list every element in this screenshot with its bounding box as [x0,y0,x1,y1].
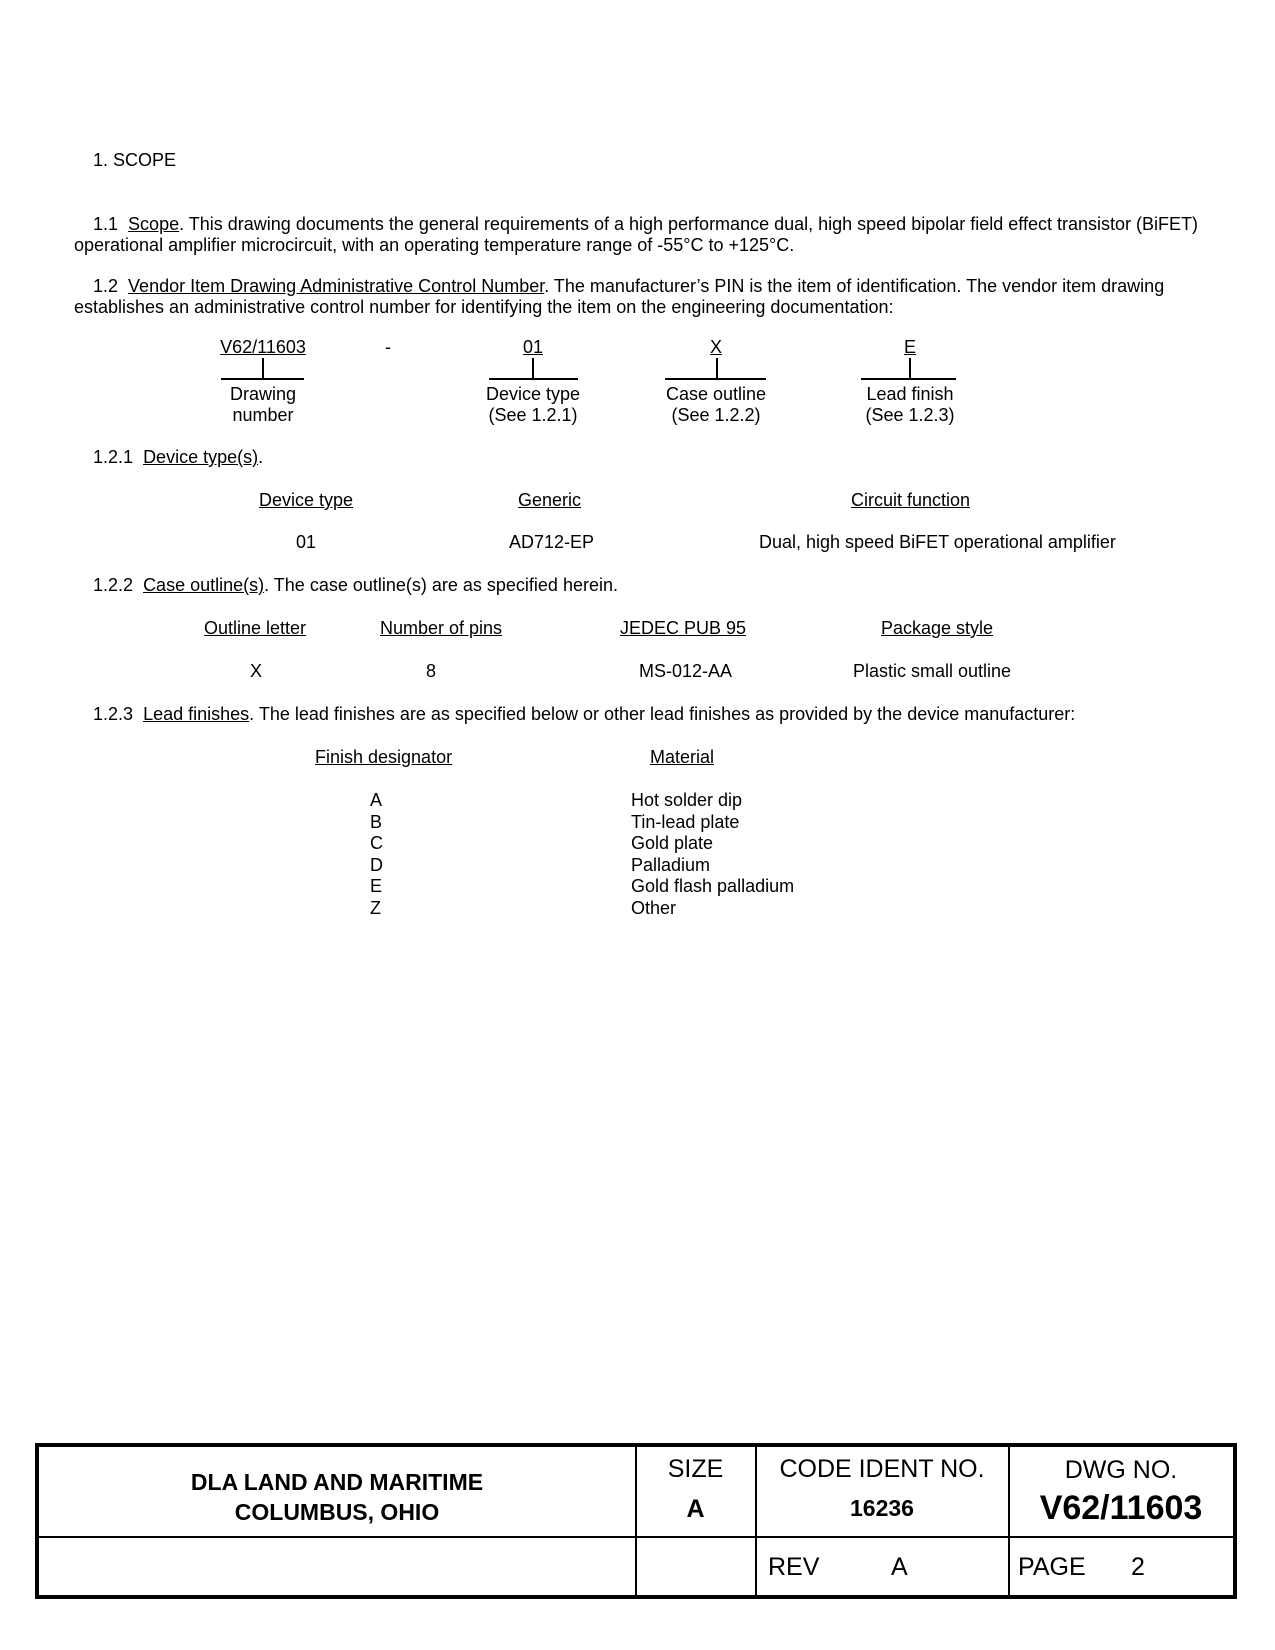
pin-device-bracket [489,378,578,380]
table-header: Circuit function [851,490,971,510]
list-item: Other [631,897,677,918]
pin-case-label: Case outline (See 1.2.2) [665,384,767,425]
list-item: Palladium [631,854,711,875]
case-outlines-heading: 1.2.2 Case outline(s). The case outline(s) are as specified herein. [93,575,618,595]
scope-text: . This drawing documents the general requirements of a high performance dual, high speed bipolar field effect transistor (BiFET) operational amplifier microcircuit, with an operating temperature range of -55°C to +125°C. [74,214,1198,255]
section-heading: 1. SCOPE [93,150,177,170]
scope-number: 1.1 [93,214,119,234]
table-cell: 01 [296,532,317,552]
scope-paragraph [74,214,1214,256]
pin-drawing-number: V62/11603 [220,337,306,357]
page-label: PAGE [1018,1553,1086,1581]
table-header: Material [650,747,715,767]
code-ident-label: CODE IDENT NO. [779,1455,985,1483]
finish-material-list [631,790,794,919]
size-value: A [686,1495,705,1523]
table-cell: MS-012-AA [639,661,733,681]
table-cell: 8 [426,661,437,681]
size-label: SIZE [667,1455,724,1483]
pin-device-label: Device type (See 1.2.1) [485,384,581,425]
table-header: Package style [881,618,994,638]
pin-lead-bracket [861,378,956,380]
list-item: C [370,833,383,853]
table-header: JEDEC PUB 95 [620,618,747,638]
pin-drawing-label: Drawing number [229,384,297,425]
organization-name: DLA LAND AND MARITIME COLUMBUS, OHIO [190,1469,484,1525]
list-item: Hot solder dip [631,790,743,810]
rev-label: REV [768,1553,820,1581]
table-header: Device type [259,490,354,510]
pin-case-bracket [665,378,766,380]
list-item: Gold flash palladium [631,876,795,896]
table-cell: Plastic small outline [853,661,1012,681]
pin-dash: - [385,337,391,357]
list-item: E [370,876,383,896]
dwg-no-label: DWG NO. [1064,1456,1178,1484]
list-item: Gold plate [631,833,714,853]
pin-drawing-connector [262,358,264,378]
scope-label: Scope [128,214,180,234]
pin-device-type: 01 [522,337,544,357]
pin-lead-label: Lead finish (See 1.2.3) [865,384,955,425]
pin-lead-finish: E [903,337,916,357]
title-block-divider [39,1536,1233,1538]
pin-drawing-bracket [221,378,304,380]
finish-designator-list [370,790,383,919]
vendor-text: . The manufacturer’s PIN is the item of identification. The vendor item drawing establishes an administrative control number for identifying the item on the engineering documentation: [74,276,1165,317]
table-cell: X [250,661,263,681]
device-types-heading: 1.2.1 Device type(s). [93,447,264,467]
pin-device-connector [532,358,534,378]
table-header: Outline letter [204,618,307,638]
table-header: Generic [518,490,582,510]
vendor-paragraph [74,276,1214,318]
vendor-number: 1.2 [93,276,119,296]
table-header: Finish designator [315,747,453,767]
pin-case-outline: X [709,337,722,357]
lead-finishes-heading: 1.2.3 Lead finishes. The lead finishes are as specified below or other lead finishes as provided by the device manufacturer: [93,704,1076,724]
pin-case-connector [716,358,718,378]
code-ident-value: 16236 [850,1495,914,1521]
page-number: 2 [1131,1553,1145,1581]
title-block [35,1443,1237,1599]
dwg-no-value: V62/11603 [1039,1489,1203,1527]
list-item: A [370,790,383,810]
table-cell: AD712-EP [509,532,595,552]
rev-value: A [891,1553,908,1581]
list-item: D [370,854,383,875]
pin-lead-connector [909,358,911,378]
vendor-label: Vendor Item Drawing Administrative Control Number [128,276,545,296]
list-item: Tin-lead plate [631,811,740,832]
list-item: B [370,811,383,832]
list-item: Z [370,897,381,918]
table-cell: Dual, high speed BiFET operational amplifier [759,532,1116,552]
table-header: Number of pins [380,618,503,638]
